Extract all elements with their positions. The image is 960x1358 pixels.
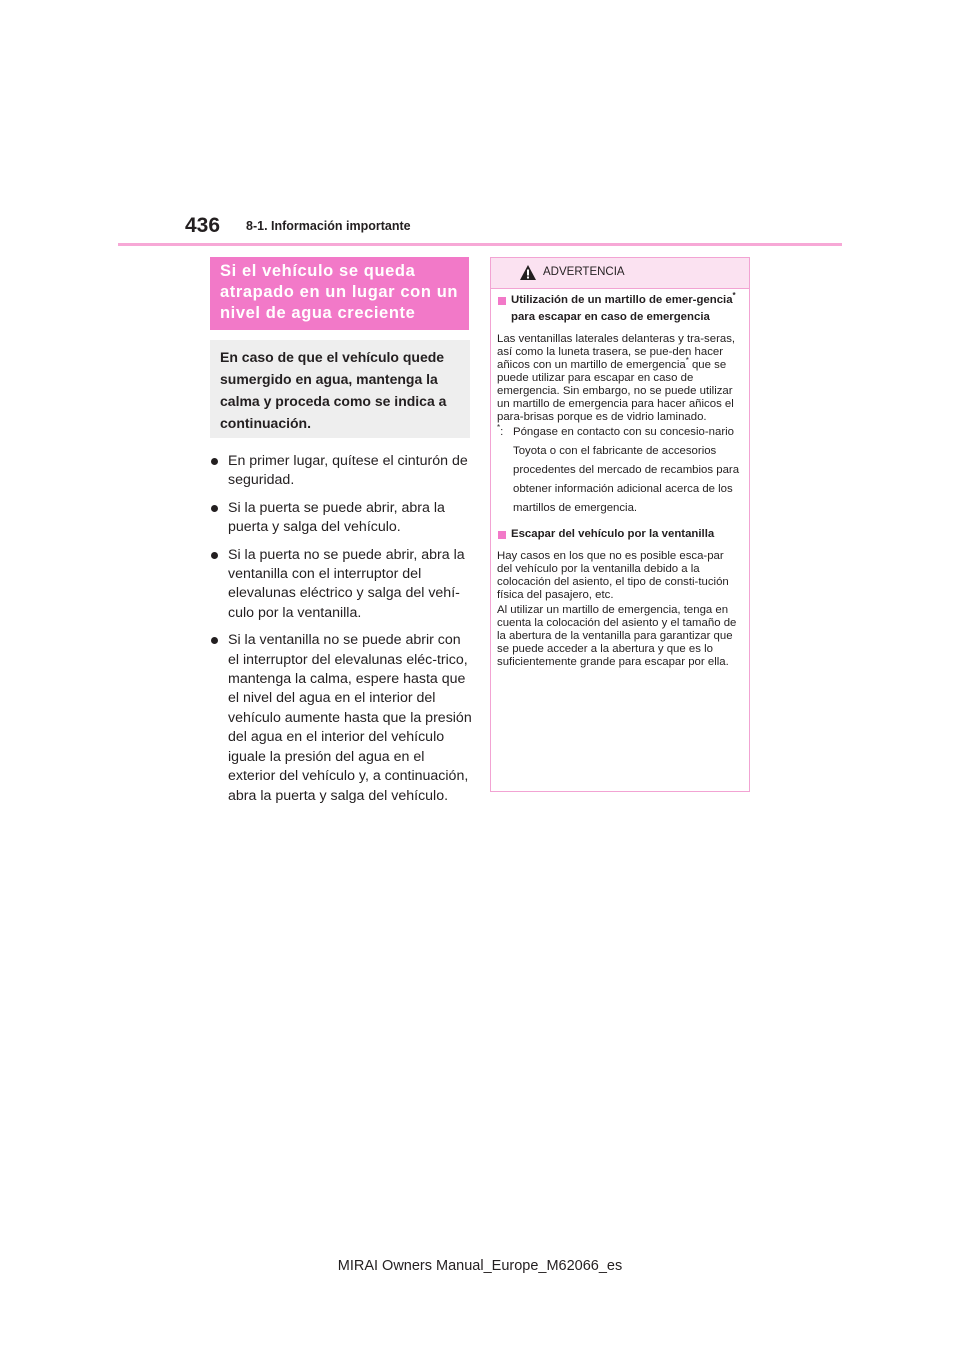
paragraph-text-a: Las ventanillas laterales delanteras y tra-seras, así como la luneta trasera, se pue-den hacer añicos con un martillo de emergencia [497, 333, 736, 371]
warning-paragraph: Al utilizar un martillo de emergencia, tenga en cuenta la colocación del asiento y el tamaño de la abertura de la ventanilla para garantizar que se puede acceder a la abertura y que es lo suficientemente grande para escapar por ella. [497, 604, 737, 668]
warning-label: ADVERTENCIA [543, 266, 625, 278]
asterisk-mark: * [685, 356, 689, 366]
warning-heading-window-escape [497, 528, 741, 543]
list-item-text: En primer lugar, quítese el cinturón de seguridad. [228, 453, 468, 489]
warning-heading-emergency-hammer [497, 291, 741, 326]
heading-text [511, 292, 741, 326]
warning-box [490, 257, 750, 792]
warning-header [491, 258, 749, 289]
footnote-colon: : [500, 426, 504, 438]
bullet-dot-icon [211, 552, 218, 559]
list-item-text: Si la ventanilla no se puede abrir con el interruptor del elevalunas eléc-trico, mantenga la calma, espere hasta que el nivel del agua en el interior del vehículo aumente hasta que la presión del agua en el interior del vehículo iguale la presión del agua en el exterior del vehículo y, a continuación, abra la puerta y salga del vehículo. [228, 632, 472, 804]
warning-paragraph: Hay casos en los que no es posible esca-par del vehículo por la ventanilla debido a la colocación del asiento, el tipo de consti-tución física del pasajero, etc. [497, 550, 729, 601]
list-item [210, 546, 472, 624]
list-item [210, 499, 472, 538]
header-rule [118, 243, 842, 246]
topic-title-box: Si el vehículo se queda atrapado en un lugar con un nivel de agua creciente [210, 257, 469, 330]
list-item [210, 452, 472, 491]
warning-paragraph [497, 333, 741, 424]
warning-triangle-icon [519, 264, 537, 281]
bullet-dot-icon [211, 458, 218, 465]
pink-square-icon [498, 297, 506, 305]
asterisk-mark: * [497, 423, 501, 433]
heading-text-b: para escapar en caso de emergencia [511, 311, 710, 323]
pink-square-icon [498, 531, 506, 539]
section-title: 8-1. Información importante [246, 219, 411, 233]
intro-box: En caso de que el vehículo quede sumergido en agua, mantenga la calma y proceda como se indica a continuación. [210, 340, 470, 438]
bullet-dot-icon [211, 637, 218, 644]
list-item [210, 631, 472, 806]
footnote-text: Póngase en contacto con su concesio-nario Toyota o con el fabricante de accesorios procedentes del mercado de recambios para obtener información adicional acerca de los martillos de emergencia. [513, 426, 740, 514]
page-number: 436 [185, 214, 221, 237]
footer-text: MIRAI Owners Manual_Europe_M62066_es [337, 1258, 623, 1274]
list-item-text: Si la puerta se puede abrir, abra la puerta y salga del vehículo. [228, 499, 445, 536]
heading-text: Escapar del vehículo por la ventanilla [511, 528, 715, 540]
footnote-marker [497, 423, 513, 518]
paragraph-text-b: que se puede utilizar para escapar en caso de emergencia. Sin embargo, no se puede utilizar un martillo de emergencia para hacer añicos el para-brisas porque es de vidrio laminado. [497, 359, 734, 423]
list-item-text: Si la puerta no se puede abrir, abra la ventanilla con el interruptor del elevalunas eléctrico y salga del vehí-culo por la ventanilla. [228, 546, 465, 621]
footnote [497, 423, 741, 518]
warning-body [491, 289, 749, 669]
asterisk-mark: * [732, 291, 736, 301]
bullet-dot-icon [211, 505, 218, 512]
bullet-list [210, 452, 472, 814]
heading-text-a: Utilización de un martillo de emer-gencia [511, 294, 733, 306]
